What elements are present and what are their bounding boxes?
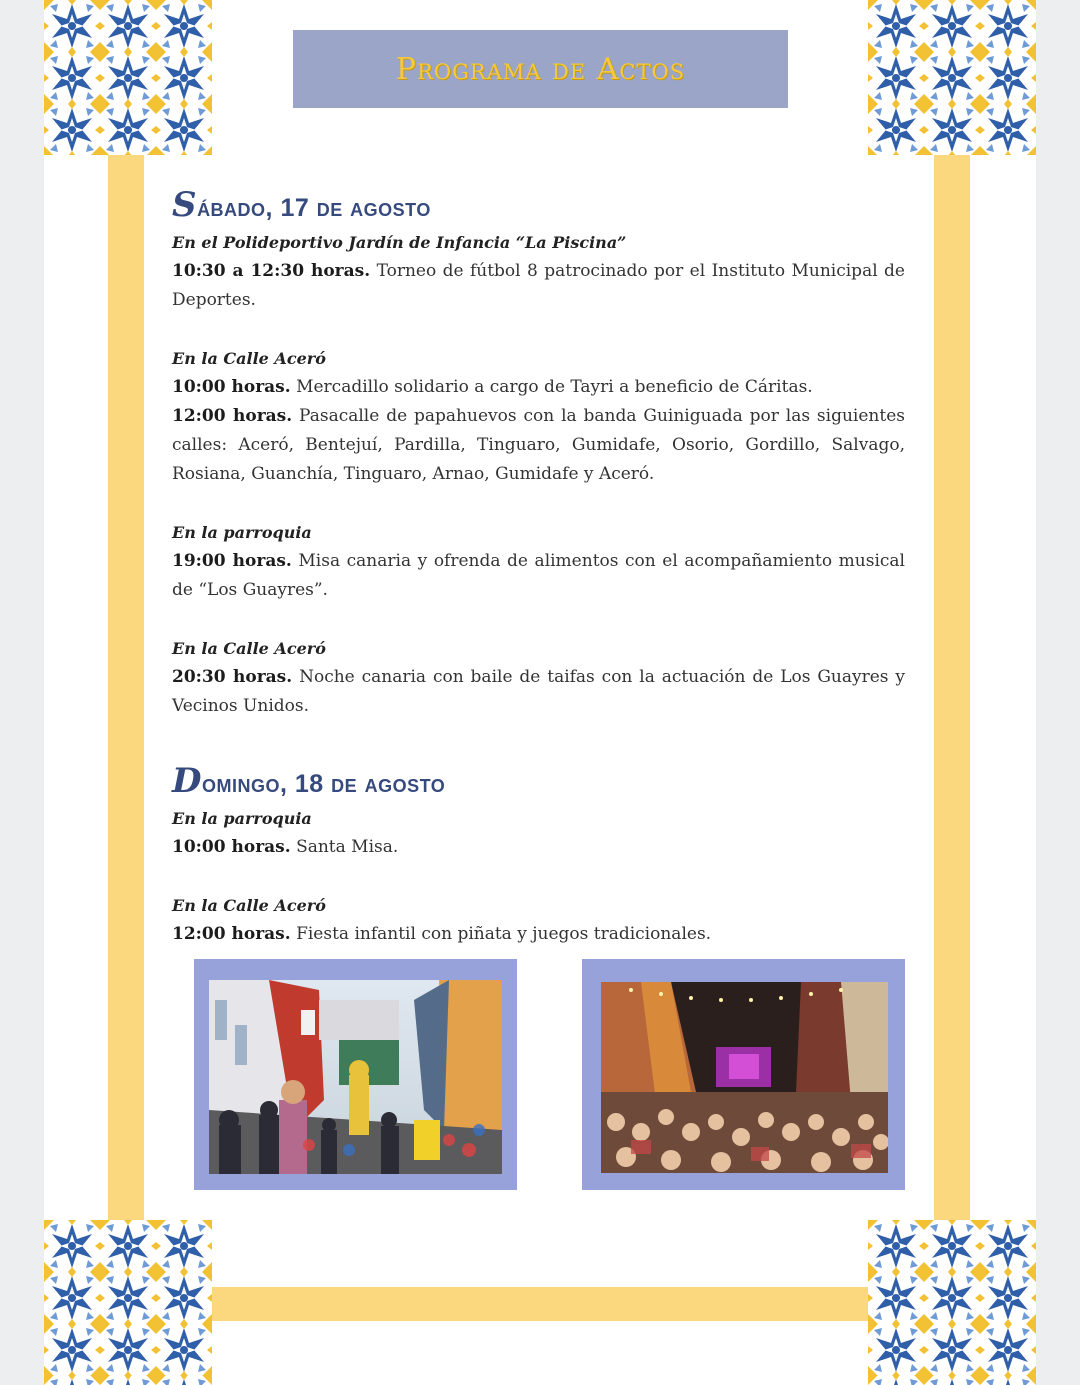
event-item: 10:00 horas. Mercadillo solidario a cargo de Tayri a beneficio de Cáritas. (172, 377, 813, 397)
page-title: Programa de Actos (395, 51, 686, 87)
day-heading: Domingo, 18 de agosto (172, 761, 446, 801)
program-page (44, 0, 1036, 1385)
event-block (172, 891, 905, 949)
day-section-saturday (172, 185, 905, 721)
tile-ornament-top-left (44, 0, 212, 155)
event-item: 12:00 horas. Pasacalle de papahuevos con la banda Guiniguada por las siguientes calles: Aceró, Bentejuí, Pardilla, Tinguaro, Gumidafe, Osorio, Gordillo, Salvago, Rosiana, Guanchía, Tinguaro, Arnao, Gumidafe y Aceró. (172, 406, 905, 484)
event-block (172, 518, 905, 605)
day-section-sunday (172, 761, 905, 949)
event-place: En la parroquia (172, 523, 312, 542)
event-place: En la Calle Aceró (172, 639, 326, 658)
frame-bar-right (934, 155, 970, 1220)
event-block (172, 634, 905, 721)
day-heading: Sábado, 17 de agosto (172, 185, 431, 225)
photo-street-parade (209, 980, 502, 1174)
event-block (172, 228, 905, 315)
tile-ornament-bottom-right (868, 1220, 1036, 1385)
event-item: 20:30 horas. Noche canaria con baile de taifas con la actuación de Los Guayres y Vecinos Unidos. (172, 667, 906, 716)
program-content (172, 185, 905, 949)
tile-ornament-top-right (868, 0, 1036, 155)
event-place: En el Polideportivo Jardín de Infancia “La Piscina” (172, 233, 627, 252)
event-block (172, 804, 905, 862)
event-place: En la Calle Aceró (172, 349, 326, 368)
event-place: En la parroquia (172, 809, 312, 828)
tile-ornament-bottom-left (44, 1220, 212, 1385)
event-item: 12:00 horas. Fiesta infantil con piñata y juegos tradicionales. (172, 924, 712, 944)
frame-bar-bottom (212, 1287, 868, 1321)
event-item: 10:00 horas. Santa Misa. (172, 837, 399, 857)
photo-night-street-party (601, 982, 888, 1173)
event-item: 10:30 a 12:30 horas. Torneo de fútbol 8 patrocinado por el Instituto Municipal de Deportes. (172, 261, 905, 310)
event-block (172, 344, 905, 489)
event-item: 19:00 horas. Misa canaria y ofrenda de alimentos con el acompañamiento musical de “Los Guayres”. (172, 551, 905, 600)
title-banner (293, 30, 788, 108)
frame-bar-left (108, 155, 144, 1220)
event-place: En la Calle Aceró (172, 896, 326, 915)
